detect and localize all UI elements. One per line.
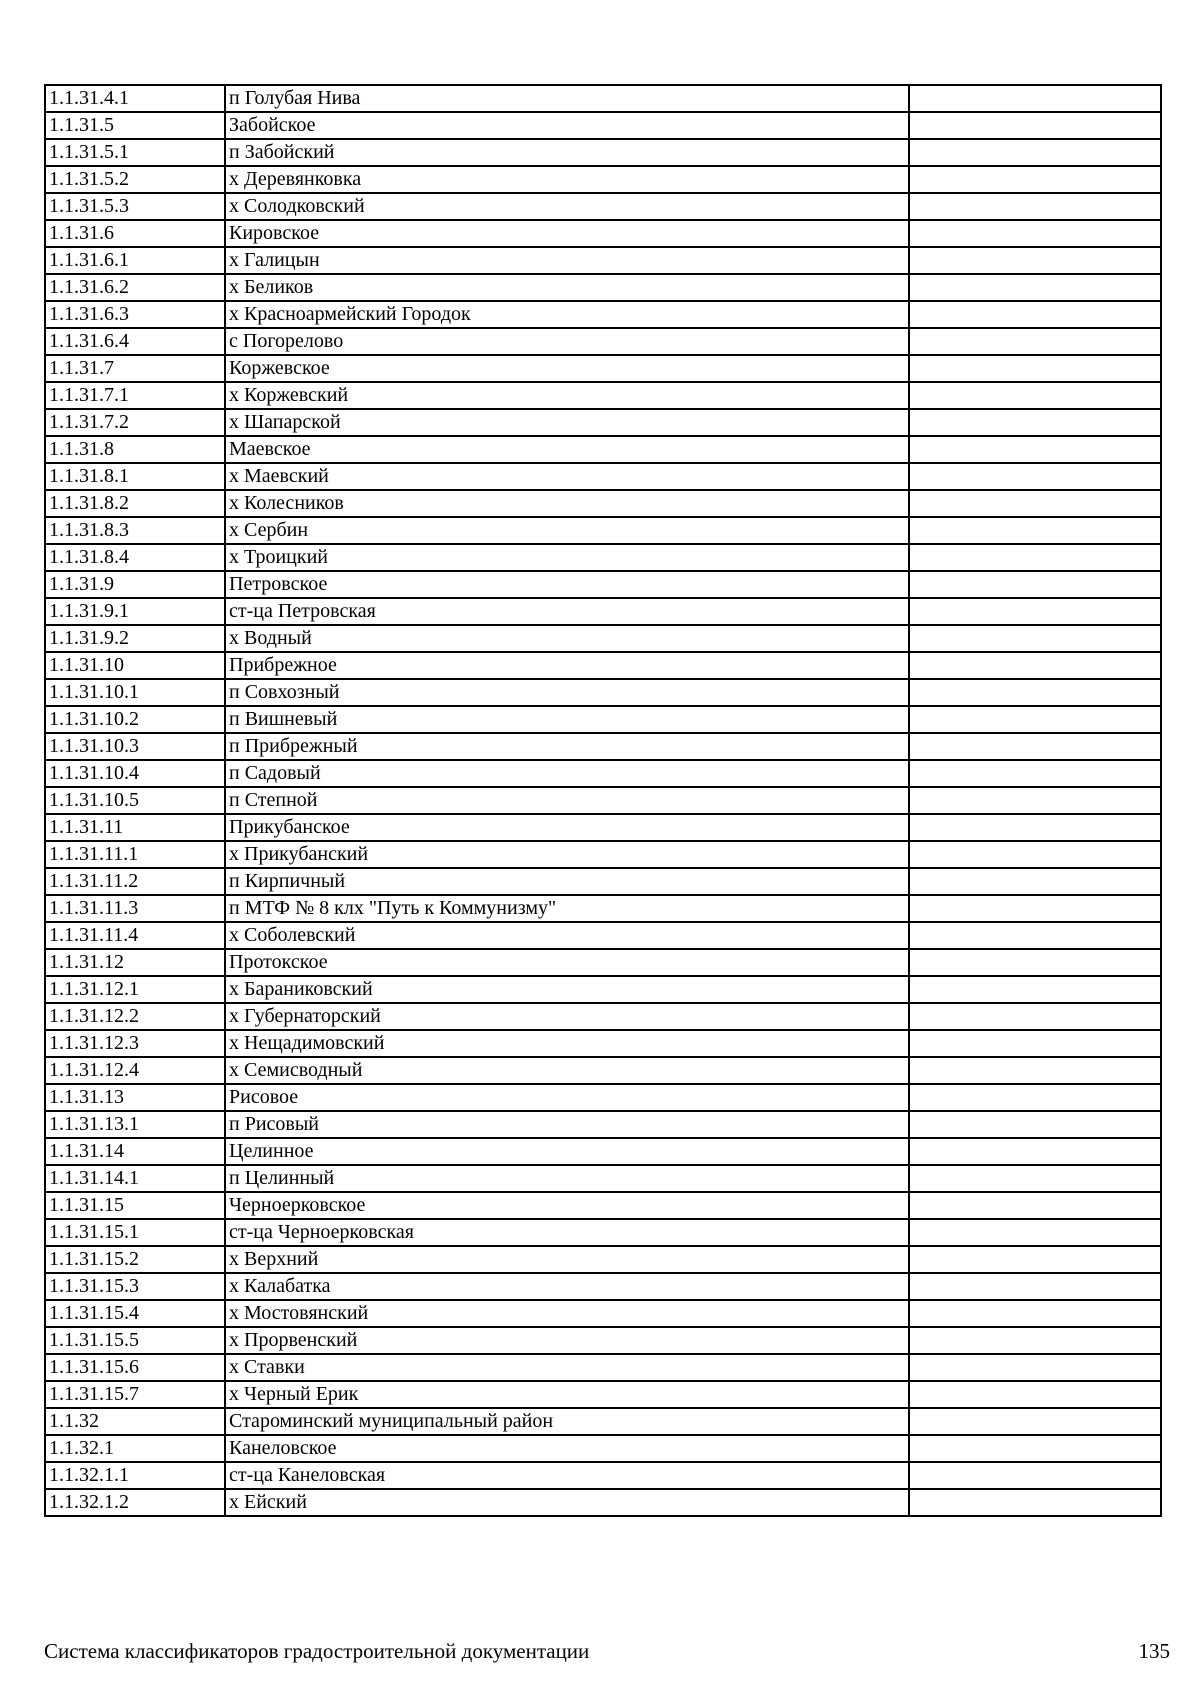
code-cell: 1.1.31.5.3 [45,193,225,220]
code-cell: 1.1.31.7.1 [45,382,225,409]
name-cell: Забойское [225,112,909,139]
table-row [45,787,1161,814]
table-row [45,247,1161,274]
extra-cell [909,1084,1161,1111]
name-cell: х Ставки [225,1354,909,1381]
extra-cell [909,1219,1161,1246]
extra-cell [909,814,1161,841]
name-cell: Рисовое [225,1084,909,1111]
code-cell: 1.1.31.9 [45,571,225,598]
code-cell: 1.1.31.11.4 [45,922,225,949]
name-cell: ст-ца Черноерковская [225,1219,909,1246]
name-cell: п Кирпичный [225,868,909,895]
name-cell: х Шапарской [225,409,909,436]
table-row [45,652,1161,679]
extra-cell [909,1003,1161,1030]
name-cell: х Прикубанский [225,841,909,868]
name-cell: х Прорвенский [225,1327,909,1354]
name-cell: п Прибрежный [225,733,909,760]
code-cell: 1.1.31.5.2 [45,166,225,193]
extra-cell [909,1111,1161,1138]
table-row [45,1111,1161,1138]
code-cell: 1.1.31.10.2 [45,706,225,733]
code-cell: 1.1.31.15.2 [45,1246,225,1273]
name-cell: Кировское [225,220,909,247]
table-row [45,463,1161,490]
extra-cell [909,571,1161,598]
extra-cell [909,895,1161,922]
table-row [45,760,1161,787]
name-cell: х Троицкий [225,544,909,571]
table-row [45,166,1161,193]
code-cell: 1.1.31.9.2 [45,625,225,652]
name-cell: Прибрежное [225,652,909,679]
extra-cell [909,1300,1161,1327]
name-cell: Староминский муниципальный район [225,1408,909,1435]
table-row [45,1192,1161,1219]
extra-cell [909,1138,1161,1165]
name-cell: х Черный Ерик [225,1381,909,1408]
name-cell: х Сербин [225,517,909,544]
code-cell: 1.1.31.8 [45,436,225,463]
table-row [45,544,1161,571]
code-cell: 1.1.31.11.3 [45,895,225,922]
extra-cell [909,706,1161,733]
extra-cell [909,1030,1161,1057]
name-cell: х Деревянковка [225,166,909,193]
table-row [45,436,1161,463]
table-row [45,949,1161,976]
name-cell: Канеловское [225,1435,909,1462]
extra-cell [909,976,1161,1003]
code-cell: 1.1.31.10 [45,652,225,679]
name-cell: ст-ца Канеловская [225,1462,909,1489]
table-row [45,1354,1161,1381]
extra-cell [909,1192,1161,1219]
page-number: 135 [1138,1639,1170,1663]
name-cell: п Садовый [225,760,909,787]
code-cell: 1.1.31.15 [45,1192,225,1219]
name-cell: Черноерковское [225,1192,909,1219]
extra-cell [909,922,1161,949]
name-cell: ст-ца Петровская [225,598,909,625]
extra-cell [909,355,1161,382]
table-row [45,1165,1161,1192]
name-cell: п Степной [225,787,909,814]
name-cell: п Голубая Нива [225,85,909,112]
extra-cell [909,1273,1161,1300]
classifier-table-body [45,85,1161,1516]
code-cell: 1.1.31.14.1 [45,1165,225,1192]
code-cell: 1.1.31.12.3 [45,1030,225,1057]
code-cell: 1.1.31.15.4 [45,1300,225,1327]
table-row [45,814,1161,841]
table-row [45,1246,1161,1273]
code-cell: 1.1.31.8.4 [45,544,225,571]
name-cell: х Губернаторский [225,1003,909,1030]
table-row [45,85,1161,112]
extra-cell [909,85,1161,112]
table-row [45,1381,1161,1408]
code-cell: 1.1.31.12.2 [45,1003,225,1030]
name-cell: п Целинный [225,1165,909,1192]
code-cell: 1.1.31.7 [45,355,225,382]
table-row [45,274,1161,301]
table-row [45,220,1161,247]
name-cell: п МТФ № 8 клх "Путь к Коммунизму" [225,895,909,922]
table-row [45,301,1161,328]
code-cell: 1.1.31.8.1 [45,463,225,490]
extra-cell [909,1435,1161,1462]
table-row [45,1273,1161,1300]
name-cell: Целинное [225,1138,909,1165]
table-row [45,1057,1161,1084]
code-cell: 1.1.31.10.4 [45,760,225,787]
table-row [45,895,1161,922]
code-cell: 1.1.31.11 [45,814,225,841]
table-row [45,733,1161,760]
code-cell: 1.1.32.1.2 [45,1489,225,1516]
name-cell: х Ейский [225,1489,909,1516]
extra-cell [909,544,1161,571]
code-cell: 1.1.31.6.1 [45,247,225,274]
code-cell: 1.1.32.1.1 [45,1462,225,1489]
name-cell: х Мостовянский [225,1300,909,1327]
table-row [45,1030,1161,1057]
extra-cell [909,1408,1161,1435]
name-cell: х Коржевский [225,382,909,409]
code-cell: 1.1.31.5 [45,112,225,139]
name-cell: х Соболевский [225,922,909,949]
extra-cell [909,625,1161,652]
table-row [45,571,1161,598]
code-cell: 1.1.31.15.3 [45,1273,225,1300]
table-row [45,922,1161,949]
table-row [45,1489,1161,1516]
code-cell: 1.1.31.15.6 [45,1354,225,1381]
table-row [45,1219,1161,1246]
code-cell: 1.1.31.15.7 [45,1381,225,1408]
extra-cell [909,517,1161,544]
name-cell: Коржевское [225,355,909,382]
name-cell: х Красноармейский Городок [225,301,909,328]
extra-cell [909,598,1161,625]
extra-cell [909,166,1161,193]
extra-cell [909,868,1161,895]
table-row [45,1003,1161,1030]
name-cell: х Верхний [225,1246,909,1273]
code-cell: 1.1.32.1 [45,1435,225,1462]
table-row [45,1408,1161,1435]
table-row [45,1084,1161,1111]
code-cell: 1.1.31.5.1 [45,139,225,166]
name-cell: х Бараниковский [225,976,909,1003]
name-cell: х Колесников [225,490,909,517]
table-row [45,1138,1161,1165]
table-row [45,706,1161,733]
extra-cell [909,247,1161,274]
name-cell: п Совхозный [225,679,909,706]
table-row [45,490,1161,517]
code-cell: 1.1.31.10.5 [45,787,225,814]
extra-cell [909,490,1161,517]
footer-title: Система классификаторов градостроительной документации [44,1639,590,1663]
extra-cell [909,274,1161,301]
table-row [45,355,1161,382]
name-cell: х Беликов [225,274,909,301]
extra-cell [909,949,1161,976]
code-cell: 1.1.31.8.3 [45,517,225,544]
extra-cell [909,652,1161,679]
code-cell: 1.1.31.13 [45,1084,225,1111]
name-cell: п Забойский [225,139,909,166]
extra-cell [909,1165,1161,1192]
table-row [45,382,1161,409]
table-row [45,517,1161,544]
code-cell: 1.1.31.4.1 [45,85,225,112]
table-row [45,976,1161,1003]
name-cell: с Погорелово [225,328,909,355]
extra-cell [909,463,1161,490]
table-row [45,679,1161,706]
name-cell: Маевское [225,436,909,463]
extra-cell [909,193,1161,220]
table-row [45,409,1161,436]
extra-cell [909,382,1161,409]
code-cell: 1.1.31.15.1 [45,1219,225,1246]
table-row [45,193,1161,220]
name-cell: Прикубанское [225,814,909,841]
extra-cell [909,841,1161,868]
code-cell: 1.1.31.11.1 [45,841,225,868]
table-row [45,1327,1161,1354]
table-row [45,1462,1161,1489]
extra-cell [909,1381,1161,1408]
name-cell: х Галицын [225,247,909,274]
extra-cell [909,1462,1161,1489]
extra-cell [909,1327,1161,1354]
name-cell: Протокское [225,949,909,976]
extra-cell [909,1246,1161,1273]
extra-cell [909,328,1161,355]
extra-cell [909,1354,1161,1381]
extra-cell [909,679,1161,706]
extra-cell [909,436,1161,463]
table-row [45,625,1161,652]
extra-cell [909,787,1161,814]
table-row [45,139,1161,166]
code-cell: 1.1.31.6 [45,220,225,247]
code-cell: 1.1.31.6.4 [45,328,225,355]
table-row [45,1435,1161,1462]
extra-cell [909,760,1161,787]
extra-cell [909,301,1161,328]
code-cell: 1.1.31.10.3 [45,733,225,760]
name-cell: х Водный [225,625,909,652]
code-cell: 1.1.31.15.5 [45,1327,225,1354]
name-cell: х Солодковский [225,193,909,220]
extra-cell [909,112,1161,139]
classifier-table [44,84,1162,1517]
code-cell: 1.1.31.8.2 [45,490,225,517]
table-row [45,841,1161,868]
code-cell: 1.1.31.6.3 [45,301,225,328]
name-cell: п Вишневый [225,706,909,733]
code-cell: 1.1.31.7.2 [45,409,225,436]
code-cell: 1.1.31.14 [45,1138,225,1165]
extra-cell [909,139,1161,166]
name-cell: х Калабатка [225,1273,909,1300]
table-row [45,1300,1161,1327]
code-cell: 1.1.31.11.2 [45,868,225,895]
name-cell: х Маевский [225,463,909,490]
code-cell: 1.1.31.12 [45,949,225,976]
code-cell: 1.1.31.12.1 [45,976,225,1003]
code-cell: 1.1.31.6.2 [45,274,225,301]
name-cell: х Семисводный [225,1057,909,1084]
extra-cell [909,220,1161,247]
code-cell: 1.1.31.10.1 [45,679,225,706]
name-cell: х Нещадимовский [225,1030,909,1057]
table-row [45,328,1161,355]
extra-cell [909,409,1161,436]
extra-cell [909,1057,1161,1084]
table-row [45,868,1161,895]
name-cell: Петровское [225,571,909,598]
name-cell: п Рисовый [225,1111,909,1138]
page-footer [44,1637,1170,1665]
code-cell: 1.1.31.13.1 [45,1111,225,1138]
code-cell: 1.1.31.12.4 [45,1057,225,1084]
table-row [45,598,1161,625]
extra-cell [909,1489,1161,1516]
table-row [45,112,1161,139]
code-cell: 1.1.32 [45,1408,225,1435]
extra-cell [909,733,1161,760]
code-cell: 1.1.31.9.1 [45,598,225,625]
